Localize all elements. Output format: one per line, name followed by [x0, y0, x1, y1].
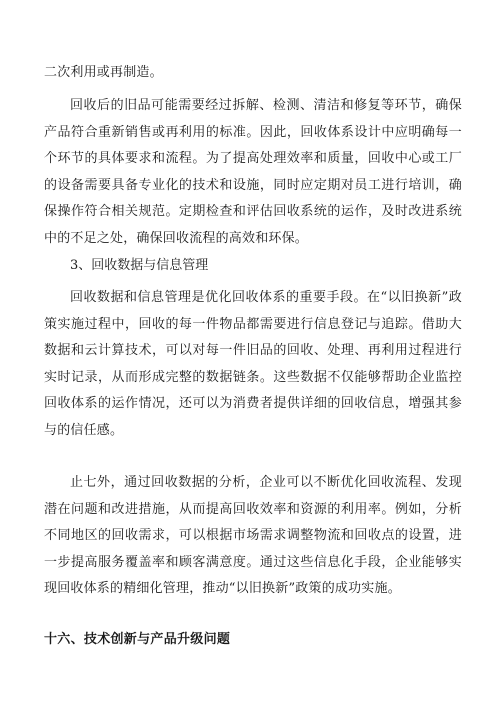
paragraph-data-management: 回收数据和信息管理是优化回收体系的重要手段。在“以旧换新”政策实施过程中，回收的每一件物品都需要进行信息登记与追踪。借助大数据和云计算技术，可以对每一件旧品的回收、处理、再利用过程进行实时记录，从而形成完整的数据链条。这些数据不仅能够帮助企业监控回收体系的运作情况，还可以为消费者提供详细的回收信息，增强其参与的信任感。	[44, 290, 462, 438]
paragraph-processing: 回收后的旧品可能需要经过拆解、检测、清洁和修复等环节，确保产品符合重新销售或再利用的标准。因此，回收体系设计中应明确每一个环节的具体要求和流程。为了提高处理效率和质量，回收中心或工厂的设备需要具备专业化的技术和设施，同时应定期对员工进行培训，确保操作符合相关规范。定期检查和评估回收系统的运作，及时改进系统中的不足之处，确保回收流程的高效和环保。	[44, 98, 462, 246]
paragraph-continuation: 二次利用或再制造。	[44, 65, 163, 80]
subsection-heading: 3、回收数据与信息管理	[70, 258, 209, 273]
section-heading: 十六、技术创新与产品升级问题	[44, 632, 231, 647]
paragraph-data-analysis: 止七外，通过回收数据的分析，企业可以不断优化回收流程、发现潜在问题和改进措施，从而提高回收效率和资源的利用率。例如，分析不同地区的回收需求，可以根据市场需求调整物流和回收点的设置，进一步提高服务覆盖率和顾客满意度。通过这些信息化手段，企业能够实现回收体系的精细化管理，推动“以旧换新”政策的成功实施。	[44, 475, 462, 596]
